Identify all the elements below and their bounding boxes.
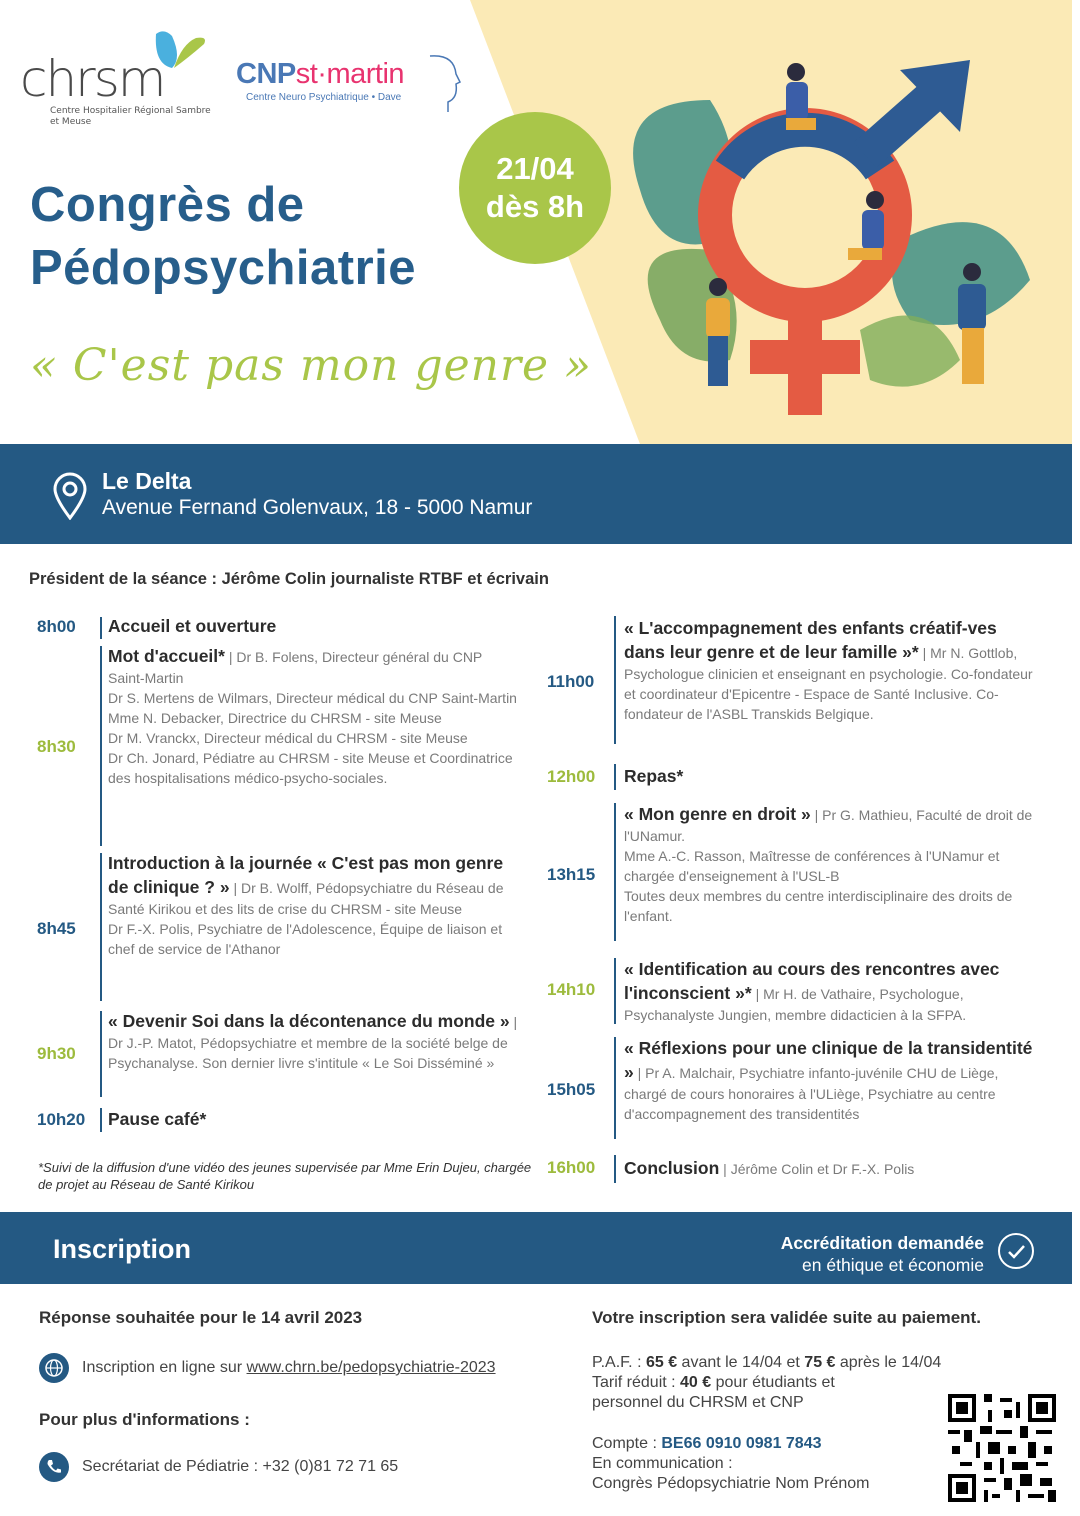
slot-divider	[614, 1155, 616, 1183]
slot-time: 8h30	[37, 737, 76, 756]
gender-ring-blue	[730, 130, 880, 170]
checkmark-icon	[998, 1233, 1034, 1269]
slot-time: 14h10	[547, 980, 596, 999]
slot-content	[624, 764, 1034, 788]
validation-note: Votre inscription sera validée suite au paiement.	[592, 1308, 981, 1327]
slot-speakers: | Pr A. Malchair, Psychiatre infanto-juvénile CHU de Liège, chargé de cours honoraires à l'ULiège, Psychiatre au centre d'accompagnement des transidentités	[624, 1065, 999, 1122]
slot-content	[108, 1009, 518, 1073]
person-middle	[848, 191, 884, 260]
session-president: Président de la séance : Jérôme Colin journaliste RTBF et écrivain	[29, 570, 549, 588]
slot-content	[108, 851, 518, 959]
slot-content	[624, 957, 1034, 1025]
reduced-end: pour étudiants et	[711, 1374, 835, 1391]
venue-address: Avenue Fernand Golenvaux, 18 - 5000 Namur	[102, 496, 533, 519]
accreditation-note	[781, 1232, 984, 1276]
slot-divider	[100, 617, 102, 639]
slot-divider	[614, 958, 616, 1024]
venue-name: Le Delta	[102, 468, 192, 494]
slot-time: 8h00	[37, 617, 76, 636]
chrsm-subtitle: Centre Hospitalier Régional Sambre et Meuse	[50, 106, 211, 127]
slot-divider	[100, 1108, 102, 1132]
slot-title: Accueil et ouverture	[108, 616, 277, 636]
slot-time: 16h00	[547, 1158, 596, 1177]
reduced-line-2: personnel du CHRSM et CNP	[592, 1394, 804, 1411]
slot-time: 12h00	[547, 767, 596, 786]
slot-speakers: | Mr N. Gottlob, Psychologue clinicien et enseignant en psychologie. Co-fondateur et coordinateur d'Epicentre - Espace de Santé Inclusive. Co-fondateur de l'ASBL Transkids Belgique.	[624, 645, 1033, 722]
slot-divider	[100, 646, 102, 846]
response-deadline: Réponse souhaitée pour le 14 avril 2023	[39, 1308, 363, 1327]
slot-divider	[100, 1011, 102, 1097]
price-line	[592, 1353, 941, 1373]
slot-time: 11h00	[547, 672, 595, 691]
leaf-shape	[860, 315, 960, 386]
slot-title: « Mon genre en droit »	[624, 804, 811, 824]
reduced-label: Tarif réduit :	[592, 1374, 681, 1391]
slot-speakers: | Mr H. de Vathaire, Psychologue, Psychanalyste Jungien, membre didacticien à la SFPA.	[624, 986, 967, 1023]
event-title	[30, 174, 416, 300]
slot-divider	[614, 803, 616, 941]
slot-title: Pause café*	[108, 1109, 207, 1129]
title-line-1: Congrès de	[30, 178, 305, 232]
paf-end: après le 14/04	[835, 1354, 942, 1371]
tagline: « C'est pas mon genre »	[30, 340, 592, 391]
slot-time: 10h20	[37, 1110, 86, 1129]
slot-content	[108, 614, 528, 638]
slot-speakers: | Dr J.-P. Matot, Pédopsychiatre et membre de la société belge de Psychanalyse. Son dernier livre s'intitule « Le Soi Disséminé »	[108, 1014, 518, 1071]
cnp-subtitle: Centre Neuro Psychiatrique • Dave	[246, 92, 402, 103]
reduced-line	[592, 1373, 941, 1393]
slot-content	[624, 802, 1034, 926]
slot-title: Conclusion	[624, 1158, 720, 1178]
more-info-heading: Pour plus d'informations :	[39, 1410, 250, 1429]
slot-time: 15h05	[547, 1080, 596, 1099]
head-profile-icon	[426, 52, 462, 114]
payment-info	[592, 1434, 869, 1494]
event-time: dès 8h	[485, 189, 585, 224]
person-top	[786, 63, 816, 130]
footnote: *Suivi de la diffusion d'une vidéo des jeunes supervisée par Mme Erin Dujeu, chargée de projet au Réseau de Santé Kirikou	[38, 1160, 532, 1192]
slot-title: « L'accompagnement des enfants créatif-ves dans leur genre et de leur famille »*	[624, 618, 997, 662]
cnp-logo	[236, 52, 466, 122]
chrsm-wordmark: chrsm	[20, 50, 165, 108]
date-badge	[459, 112, 611, 264]
title-line-2: Pédopsychiatrie	[30, 241, 417, 295]
paf-price-late: 75 €	[804, 1354, 836, 1371]
account-iban: BE66 0910 0981 7843	[661, 1435, 822, 1452]
slot-title: Repas*	[624, 766, 684, 786]
female-cross-horizontal	[750, 340, 860, 374]
event-date: 21/04	[496, 151, 574, 186]
price-info	[592, 1353, 941, 1413]
accreditation-line-1: Accréditation demandée	[780, 1233, 984, 1253]
slot-divider	[614, 764, 616, 790]
slot-title: Mot d'accueil*	[108, 646, 225, 666]
slot-divider	[614, 1037, 616, 1139]
inscription-title: Inscription	[53, 1234, 192, 1264]
accreditation-line-2: en éthique et économie	[802, 1255, 984, 1275]
slot-content	[624, 1156, 1044, 1180]
slot-speakers: | Pr G. Mathieu, Faculté de droit de l'UNamur. Mme A.-C. Rasson, Maîtresse de conférences à l'UNamur et chargée d'enseignement à l'USL-B Toutes deux membres du centre interdisciplinaire des droits de l'enfant.	[624, 807, 1033, 924]
gender-symbol-illustration	[600, 40, 1060, 440]
location-pin-icon	[52, 472, 88, 520]
slot-time: 13h15	[547, 865, 596, 884]
globe-icon	[39, 1353, 69, 1383]
online-registration	[82, 1358, 496, 1378]
online-prefix: Inscription en ligne sur	[82, 1359, 247, 1376]
slot-speakers: | Jérôme Colin et Dr F.-X. Polis	[723, 1161, 915, 1177]
cnp-prefix: CNP	[236, 58, 296, 90]
communication-value: Congrès Pédopsychiatrie Nom Prénom	[592, 1475, 870, 1492]
slot-title: « Devenir Soi dans la décontenance du monde »	[108, 1011, 510, 1031]
slot-divider	[100, 853, 102, 1001]
slot-speakers: | Dr B. Folens, Directeur général du CNP Saint-Martin Dr S. Mertens de Wilmars, Directeur médical du CNP Saint-Martin Mme N. Debacker, Directrice du CHRSM - site Meuse Dr M. Vranckx, Directeur médical du CHRSM - site Meuse Dr Ch. Jonard, Pédiatre au CHRSM - site Meuse et Coordinatrice des hospitalisations médico-psycho-sociales.	[108, 649, 517, 786]
slot-time: 9h30	[37, 1044, 76, 1063]
phone-icon	[39, 1452, 69, 1482]
slot-title: « Réflexions pour une clinique de la transidentité »	[624, 1038, 1033, 1082]
registration-link[interactable]: www.chrn.be/pedopsychiatrie-2023	[246, 1359, 496, 1376]
cnp-wordmark	[236, 58, 404, 91]
account-line	[592, 1434, 869, 1454]
reduced-price: 40 €	[680, 1374, 712, 1391]
slot-content	[624, 1036, 1034, 1124]
slot-time: 8h45	[37, 919, 76, 938]
paf-price-early: 65 €	[645, 1354, 678, 1371]
slot-speakers: | Dr B. Wolff, Pédopsychiatre du Réseau de Santé Kirikou et des lits de crise du CHRSM - site Meuse Dr F.-X. Polis, Psychiatre de l'Adolescence, Équipe de liaison et chef de service de l'Athanor	[108, 880, 504, 957]
slot-content	[108, 1107, 518, 1131]
hero-banner	[0, 0, 1072, 444]
slot-divider	[614, 616, 616, 744]
communication-label: En communication :	[592, 1455, 733, 1472]
cnp-name: st·martin	[295, 58, 405, 90]
slot-title: Introduction à la journée « C'est pas mon genre de clinique ? »	[108, 853, 504, 897]
qr-code[interactable]	[948, 1394, 1056, 1502]
chrsm-logo	[20, 22, 220, 132]
secretariat-phone: Secrétariat de Pédiatrie : +32 (0)81 72 71 65	[82, 1458, 399, 1475]
slot-content	[624, 616, 1034, 724]
slot-title: « Identification au cours des rencontres avec l'inconscient »*	[624, 959, 1000, 1003]
account-label: Compte :	[592, 1435, 662, 1452]
slot-content	[108, 644, 518, 788]
paf-mid: avant le 14/04 et	[677, 1354, 805, 1371]
paf-label: P.A.F. :	[592, 1354, 646, 1371]
